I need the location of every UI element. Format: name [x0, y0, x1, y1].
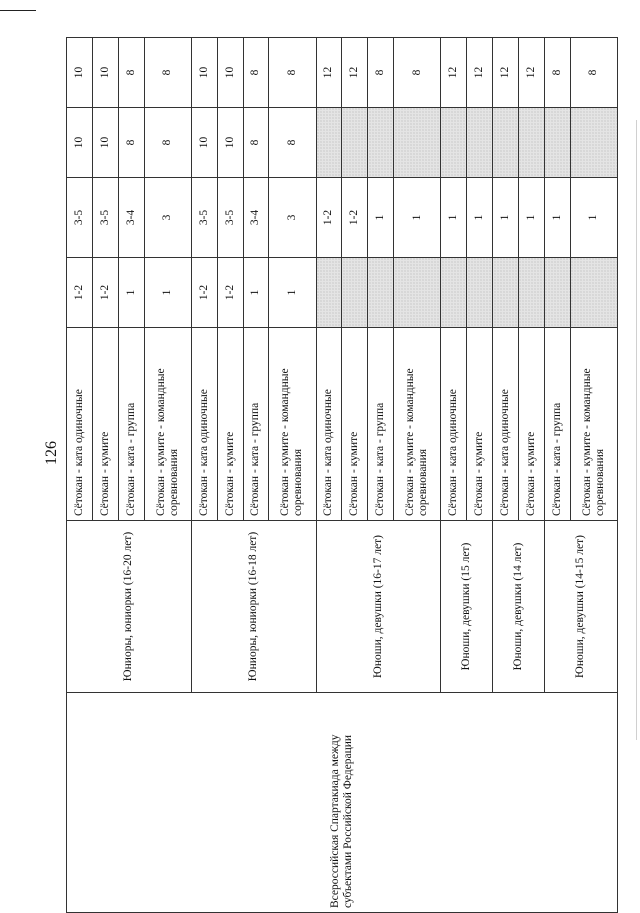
value-cell: 1-2 [316, 178, 342, 258]
value-cell: 10 [217, 38, 243, 108]
value-cell: 8 [570, 38, 617, 108]
value-cell: 3-5 [191, 178, 217, 258]
shaded-cell [441, 258, 467, 328]
shaded-cell [368, 108, 394, 178]
value-cell: 8 [243, 108, 269, 178]
discipline-cell: Сётокан - ката - группа [118, 328, 144, 521]
value-cell: 12 [493, 38, 519, 108]
shaded-cell [544, 108, 570, 178]
value-cell: 8 [269, 38, 316, 108]
scan-edge-line [636, 120, 637, 740]
value-cell: 10 [67, 38, 93, 108]
shaded-cell [493, 258, 519, 328]
discipline-cell: Сётокан - ката одиночные [441, 328, 467, 521]
discipline-cell: Сётокан - ката одиночные [316, 328, 342, 521]
age-group-cell: Юноши, девушки (15 лет) [441, 521, 493, 693]
discipline-cell: Сётокан - ката - группа [544, 328, 570, 521]
discipline-cell: Сётокан - кумите [92, 328, 118, 521]
value-cell: 1 [243, 258, 269, 328]
shaded-cell [394, 108, 441, 178]
discipline-cell: Сётокан - кумите [518, 328, 544, 521]
discipline-cell: Сётокан - кумите - командные соревнования [269, 328, 316, 521]
value-cell: 1 [518, 178, 544, 258]
value-cell: 1 [118, 258, 144, 328]
value-cell: 12 [518, 38, 544, 108]
shaded-cell [518, 258, 544, 328]
value-cell: 10 [191, 108, 217, 178]
value-cell: 3 [144, 178, 191, 258]
discipline-cell: Сётокан - ката одиночные [67, 328, 93, 521]
value-cell: 3-5 [92, 178, 118, 258]
shaded-cell [342, 108, 368, 178]
discipline-cell: Сётокан - ката - группа [243, 328, 269, 521]
value-cell: 10 [191, 38, 217, 108]
value-cell: 1-2 [217, 258, 243, 328]
value-cell: 1 [493, 178, 519, 258]
shaded-cell [368, 258, 394, 328]
discipline-cell: Сётокан - кумите - командные соревнования [394, 328, 441, 521]
value-cell: 1-2 [92, 258, 118, 328]
discipline-cell: Сётокан - кумите - командные соревнования [570, 328, 617, 521]
value-cell: 1 [368, 178, 394, 258]
age-group-cell: Юниоры, юниорки (16-18 лет) [191, 521, 316, 693]
value-cell: 3 [269, 178, 316, 258]
value-cell: 8 [243, 38, 269, 108]
value-cell: 12 [342, 38, 368, 108]
value-cell: 8 [144, 108, 191, 178]
value-cell: 10 [217, 108, 243, 178]
value-cell: 8 [269, 108, 316, 178]
value-cell: 8 [368, 38, 394, 108]
value-cell: 3-5 [67, 178, 93, 258]
value-cell: 8 [118, 108, 144, 178]
discipline-cell: Сётокан - кумите [467, 328, 493, 521]
header-rule [0, 10, 36, 11]
shaded-cell [467, 258, 493, 328]
shaded-cell [342, 258, 368, 328]
value-cell: 1 [467, 178, 493, 258]
value-cell: 1 [570, 178, 617, 258]
value-cell: 1 [144, 258, 191, 328]
value-cell: 8 [544, 38, 570, 108]
value-cell: 12 [441, 38, 467, 108]
shaded-cell [493, 108, 519, 178]
value-cell: 1 [394, 178, 441, 258]
table-row [67, 38, 93, 913]
page-number: 126 [43, 441, 60, 465]
value-cell: 1-2 [191, 258, 217, 328]
value-cell: 10 [92, 38, 118, 108]
age-group-cell: Юноши, девушки (16-17 лет) [316, 521, 441, 693]
rotated-table-container [66, 38, 618, 913]
shaded-cell [316, 108, 342, 178]
discipline-cell: Сётокан - ката одиночные [493, 328, 519, 521]
discipline-cell: Сётокан - кумите [217, 328, 243, 521]
shaded-cell [441, 108, 467, 178]
value-cell: 10 [92, 108, 118, 178]
discipline-cell: Сётокан - кумите [342, 328, 368, 521]
shaded-cell [570, 258, 617, 328]
value-cell: 8 [394, 38, 441, 108]
value-cell: 1-2 [342, 178, 368, 258]
value-cell: 12 [467, 38, 493, 108]
value-cell: 8 [144, 38, 191, 108]
age-group-cell: Юноши, девушки (14 лет) [493, 521, 545, 693]
value-cell: 1 [441, 178, 467, 258]
event-cell: Всероссийская Спартакиада между субъектами Российской Федерации [67, 693, 618, 913]
age-group-cell: Юниоры, юниорки (16-20 лет) [67, 521, 192, 693]
shaded-cell [467, 108, 493, 178]
value-cell: 1 [544, 178, 570, 258]
shaded-cell [518, 108, 544, 178]
value-cell: 10 [67, 108, 93, 178]
discipline-cell: Сётокан - ката одиночные [191, 328, 217, 521]
shaded-cell [544, 258, 570, 328]
shaded-cell [394, 258, 441, 328]
shaded-cell [316, 258, 342, 328]
value-cell: 3-4 [243, 178, 269, 258]
value-cell: 8 [118, 38, 144, 108]
discipline-cell: Сётокан - кумите - командные соревнования [144, 328, 191, 521]
competition-table [66, 37, 618, 913]
age-group-cell: Юноши, девушки (14-15 лет) [544, 521, 617, 693]
shaded-cell [570, 108, 617, 178]
discipline-cell: Сётокан - ката - группа [368, 328, 394, 521]
value-cell: 12 [316, 38, 342, 108]
value-cell: 3-4 [118, 178, 144, 258]
value-cell: 3-5 [217, 178, 243, 258]
value-cell: 1-2 [67, 258, 93, 328]
value-cell: 1 [269, 258, 316, 328]
